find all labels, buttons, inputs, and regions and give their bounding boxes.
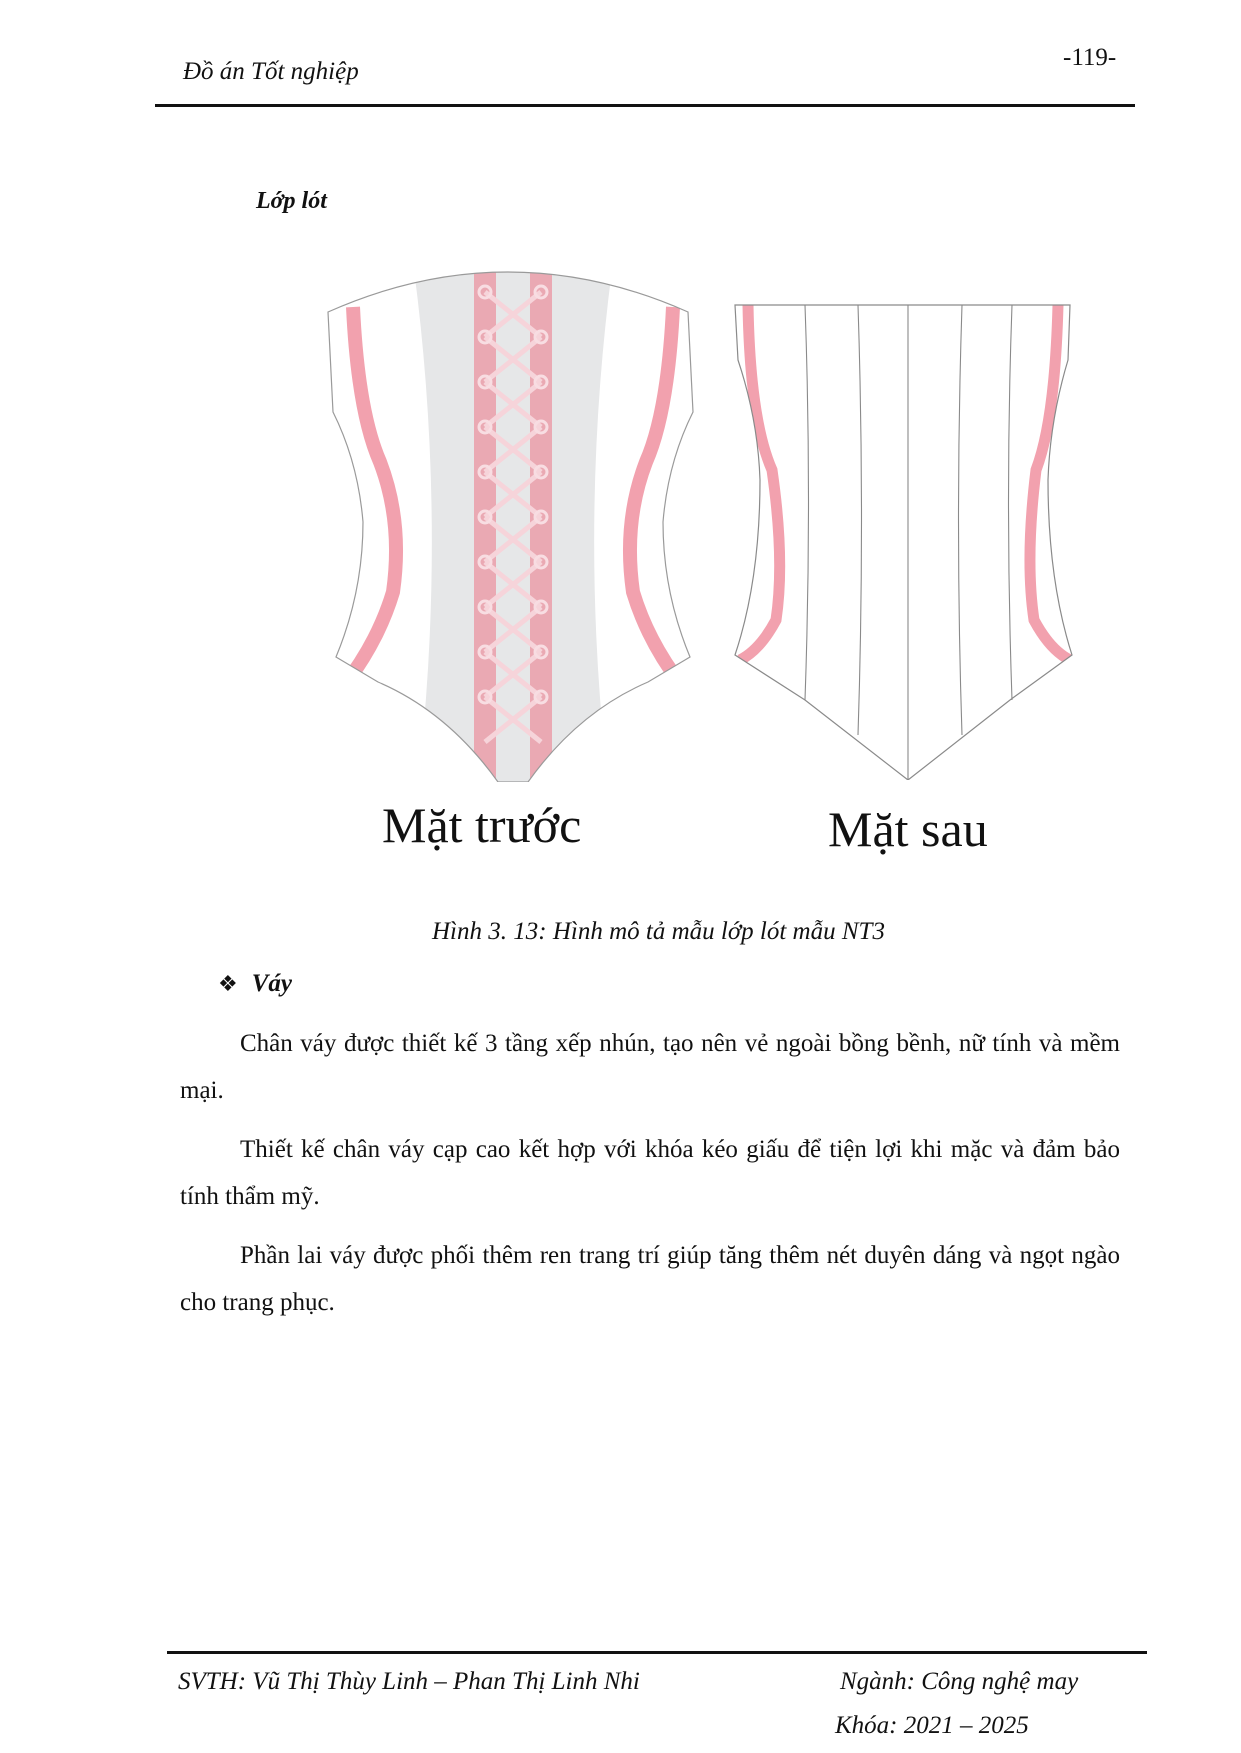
corset-front-illustration (318, 262, 708, 782)
corset-back-illustration (730, 300, 1090, 780)
figure-caption: Hình 3. 13: Hình mô tả mẫu lớp lót mẫu NT3 (432, 918, 885, 945)
footer-authors: SVTH: Vũ Thị Thùy Linh – Phan Thị Linh Nhi (178, 1668, 640, 1695)
footer-major: Ngành: Công nghệ may (840, 1668, 1079, 1695)
four-diamond-bullet-icon: ❖ (218, 971, 238, 996)
paragraph (180, 1232, 1120, 1326)
front-view-label: Mặt trước (382, 797, 582, 853)
footer-year: Khóa: 2021 – 2025 (835, 1712, 1029, 1739)
bullet-heading-label: Váy (251, 970, 293, 997)
back-view-label: Mặt sau (828, 801, 988, 857)
section-subheading: Lớp lót (256, 188, 327, 214)
document-header-title: Đồ án Tốt nghiệp (183, 58, 359, 85)
paragraph-text: Chân váy được thiết kế 3 tầng xếp nhún, tạo nên vẻ ngoài bồng bềnh, nữ tính và mềm mại. (180, 1030, 1120, 1104)
paragraph-text: Thiết kế chân váy cạp cao kết hợp với khóa kéo giấu để tiện lợi khi mặc và đảm bảo tính thẩm mỹ. (180, 1136, 1120, 1210)
header-divider (155, 104, 1135, 107)
page-number: -119- (1063, 44, 1117, 71)
paragraph (180, 1020, 1120, 1114)
footer-divider (167, 1651, 1147, 1654)
bullet-heading (218, 970, 292, 998)
paragraph (180, 1126, 1120, 1220)
paragraph-text: Phần lai váy được phối thêm ren trang trí giúp tăng thêm nét duyên dáng và ngọt ngào cho trang phục. (180, 1242, 1120, 1316)
